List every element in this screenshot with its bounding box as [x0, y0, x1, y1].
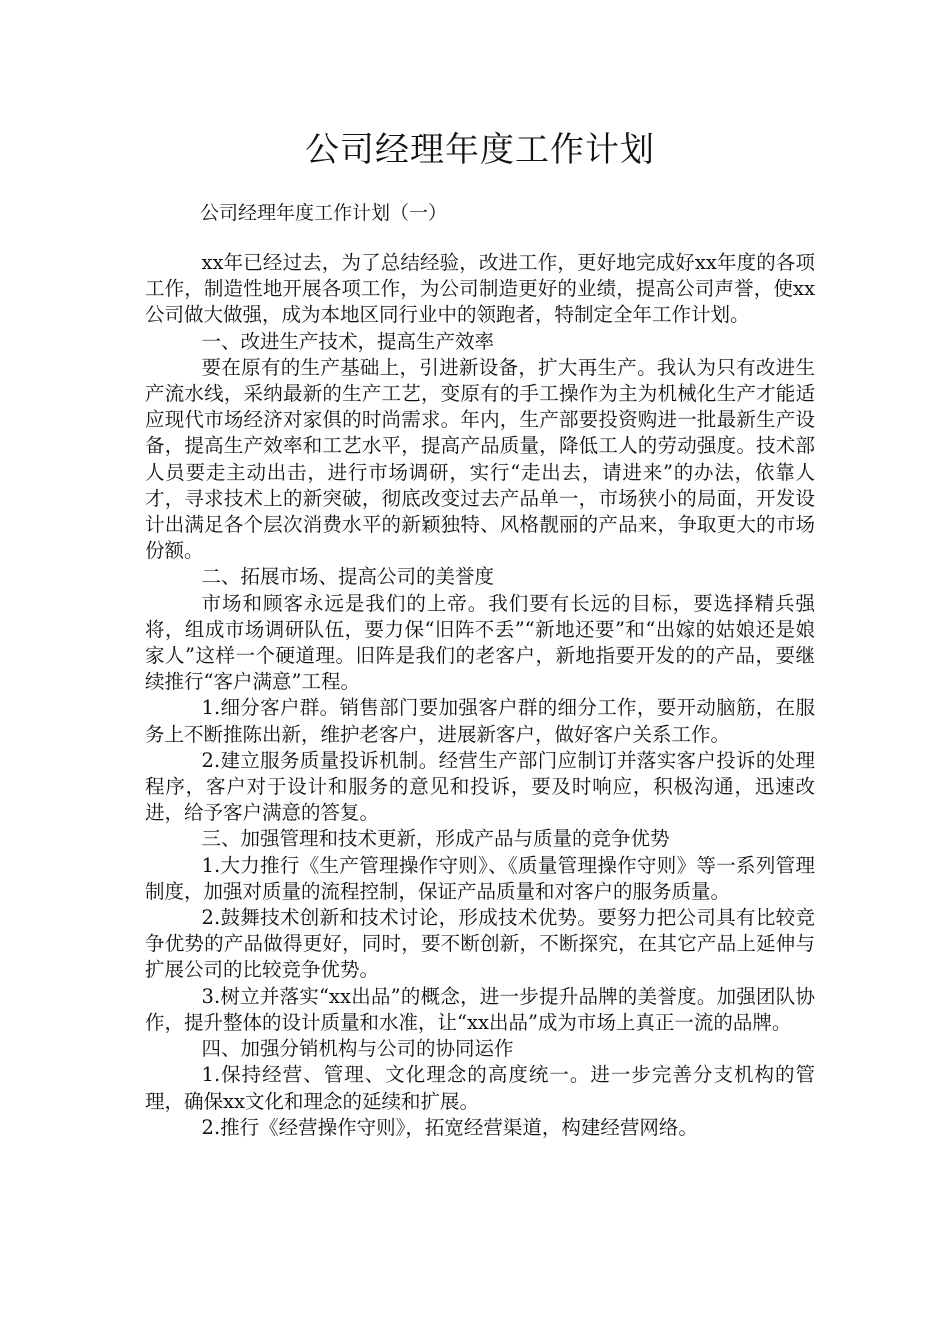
- paragraph: 市场和顾客永远是我们的上帝。我们要有长远的目标，要选择精兵强将，组成市场调研队伍，要力保“旧阵不丢”“新地还要”和“出嫁的姑娘还是娘家人”这样一个硬道理。旧阵是我们的老客户，新地指要开发的的产品，要继续推行“客户满意”工程。: [145, 591, 815, 694]
- section-heading-2: 二、拓展市场、提高公司的美誉度: [201, 565, 495, 589]
- list-item: 1.大力推行《生产管理操作守则》、《质量管理操作守则》等一系列管理制度，加强对质量的流程控制，保证产品质量和对客户的服务质量。: [145, 853, 815, 903]
- paragraph-intro: xx年已经过去，为了总结经验，改进工作，更好地完成好xx年度的各项工作，制造性地开展各项工作，为公司制造更好的业绩，提高公司声誉，使xx公司做大做强，成为本地区同行业中的领跑者，特制定全年工作计划。: [145, 251, 815, 327]
- list-item: 1.保持经营、管理、文化理念的高度统一。进一步完善分支机构的管理，确保xx文化和理念的延续和扩展。: [145, 1063, 815, 1113]
- document-subtitle: 公司经理年度工作计划（一）: [200, 202, 448, 224]
- section-heading-4: 四、加强分销机构与公司的协同运作: [201, 1037, 514, 1061]
- document-title: 公司经理年度工作计划: [305, 130, 655, 170]
- section-heading-3: 三、加强管理和技术更新，形成产品与质量的竞争优势: [201, 827, 670, 851]
- section-heading-1: 一、改进生产技术，提高生产效率: [201, 329, 495, 353]
- list-item: 2.鼓舞技术创新和技术讨论，形成技术优势。要努力把公司具有比较竞争优势的产品做得更好，同时，要不断创新，不断探究，在其它产品上延伸与扩展公司的比较竞争优势。: [145, 906, 815, 982]
- document-body: [145, 250, 815, 1141]
- list-item: 2.推行《经营操作守则》，拓宽经营渠道，构建经营网络。: [201, 1115, 698, 1139]
- list-item: 3.树立并落实“xx出品”的概念，进一步提升品牌的美誉度。加强团队协作，提升整体的设计质量和水准，让“xx出品”成为市场上真正一流的品牌。: [145, 984, 815, 1034]
- paragraph: 要在原有的生产基础上，引进新设备，扩大再生产。我认为只有改进生产流水线，采纳最新的生产工艺，变原有的手工操作为主为机械化生产才能适应现代市场经济对家俱的时尚需求。年内，生产部要投资购进一批最新生产设备，提高生产效率和工艺水平，提高产品质量，降低工人的劳动强度。技术部人员要走主动出击，进行市场调研，实行“走出去，请进来”的办法，依靠人才，寻求技术上的新突破，彻底改变过去产品单一，市场狭小的局面，开发设计出满足各个层次消费水平的新颖独特、风格靓丽的产品来，争取更大的市场份额。: [145, 355, 815, 563]
- list-item: 1.细分客户群。销售部门要加强客户群的细分工作，要开动脑筋，在服务上不断推陈出新，维护老客户，进展新客户，做好客户关系工作。: [145, 696, 815, 746]
- list-item: 2.建立服务质量投诉机制。经营生产部门应制订并落实客户投诉的处理程序，客户对于设计和服务的意见和投诉，要及时响应，积极沟通，迅速改进，给予客户满意的答复。: [145, 748, 815, 825]
